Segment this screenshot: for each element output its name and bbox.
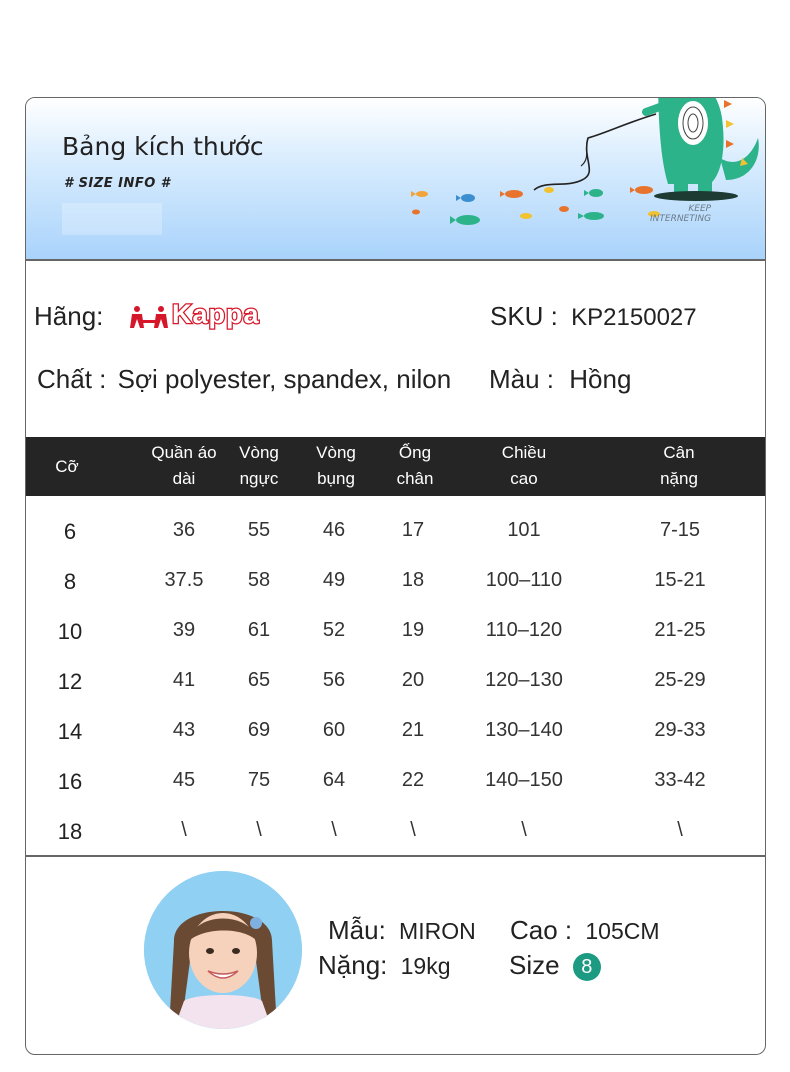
kappa-logo-text: Kappa xyxy=(172,299,260,329)
material-label: Chất : xyxy=(37,364,107,394)
table-row xyxy=(26,806,765,856)
header-chest-line1: Vòng xyxy=(239,443,279,462)
header-weight-line2: nặng xyxy=(660,469,698,488)
cell-length: 43 xyxy=(172,719,196,741)
sku-label: SKU : xyxy=(490,301,558,331)
cell-leg: 19 xyxy=(401,619,425,641)
model-size-badge: 8 xyxy=(573,953,601,981)
size-info-subtitle: # SIZE INFO # xyxy=(64,176,171,191)
header-leg xyxy=(397,440,434,492)
page-title: Bảng kích thước xyxy=(62,132,264,161)
sku-row xyxy=(490,301,697,332)
model-weight-row xyxy=(318,950,451,981)
header-chest xyxy=(239,440,279,492)
table-row xyxy=(26,656,765,706)
keep-interneting-text xyxy=(650,204,711,224)
material-value: Sợi polyester, spandex, nilon xyxy=(117,364,452,394)
cell-weight: 21-25 xyxy=(654,619,706,641)
header-waist-line1: Vòng xyxy=(316,443,356,462)
cell-height: 101 xyxy=(507,519,541,541)
girl-portrait-icon xyxy=(144,871,302,1029)
cell-length: 39 xyxy=(172,619,196,641)
keep-line-2: INTERNETING xyxy=(650,214,712,224)
table-row xyxy=(26,606,765,656)
kappa-logo-icon xyxy=(126,299,296,332)
header-length-line2: dài xyxy=(172,469,196,488)
cell-waist: 60 xyxy=(322,719,346,741)
header-divider xyxy=(26,259,765,261)
kappa-omini-icon xyxy=(126,304,172,330)
model-size-row xyxy=(509,950,601,981)
cell-weight: 25-29 xyxy=(654,669,706,691)
header-leg-line1: Ống xyxy=(398,443,432,462)
cell-size: 14 xyxy=(57,719,83,744)
cell-chest: 65 xyxy=(247,669,271,691)
table-bottom-divider xyxy=(26,855,765,857)
girl-avatar-icon xyxy=(144,871,302,1029)
cell-length: \ xyxy=(181,819,187,841)
cell-waist: 49 xyxy=(322,569,346,591)
cell-height: 120–130 xyxy=(485,669,563,691)
cell-weight: 7-15 xyxy=(659,519,701,541)
brand-label: Hãng: xyxy=(34,301,104,331)
cell-leg: \ xyxy=(410,819,416,841)
color-value: Hồng xyxy=(569,364,632,394)
model-size-label: Size xyxy=(509,950,560,980)
brand-row xyxy=(34,301,103,332)
cell-chest: 69 xyxy=(247,719,271,741)
model-height-value: 105CM xyxy=(585,918,660,944)
size-chart-card xyxy=(25,97,766,1055)
header-size-label: Cỡ xyxy=(55,457,79,476)
header-height-line2: cao xyxy=(510,469,538,488)
cell-leg: 18 xyxy=(401,569,425,591)
header-length-line1: Quần áo xyxy=(151,443,217,462)
cell-chest: 61 xyxy=(247,619,271,641)
header-waist-line2: bụng xyxy=(317,469,355,488)
cell-size: 8 xyxy=(63,569,77,594)
cell-height: 110–120 xyxy=(485,619,563,641)
table-row xyxy=(26,756,765,806)
header-chest-line2: ngực xyxy=(239,469,279,488)
header-size xyxy=(55,454,78,480)
cell-chest: 75 xyxy=(247,769,271,791)
cell-waist: 46 xyxy=(322,519,346,541)
table-row xyxy=(26,556,765,606)
header-height-line1: Chiều xyxy=(501,443,547,462)
cell-height: 100–110 xyxy=(485,569,563,591)
header-weight-line1: Cân xyxy=(663,443,695,462)
header-length xyxy=(151,440,216,492)
header-decor-box xyxy=(62,203,162,235)
model-weight-value: 19kg xyxy=(400,953,451,979)
model-name-row xyxy=(328,915,476,946)
cell-length: 45 xyxy=(172,769,196,791)
cell-waist: 64 xyxy=(322,769,346,791)
cell-size: 10 xyxy=(57,619,83,644)
fish-icon xyxy=(406,178,686,238)
cell-weight: 33-42 xyxy=(654,769,706,791)
table-row xyxy=(26,506,765,556)
size-table-header xyxy=(26,437,765,496)
cell-weight: 15-21 xyxy=(654,569,706,591)
cell-height: 130–140 xyxy=(485,719,563,741)
cell-size: 18 xyxy=(57,819,83,844)
cell-weight: 29-33 xyxy=(654,719,706,741)
sku-value: KP2150027 xyxy=(571,304,697,331)
model-height-row xyxy=(510,915,660,946)
cell-size: 16 xyxy=(57,769,83,794)
cell-size: 12 xyxy=(57,669,83,694)
cell-waist: 56 xyxy=(322,669,346,691)
cell-leg: 21 xyxy=(401,719,425,741)
cell-height: 140–150 xyxy=(485,769,563,791)
model-height-label: Cao : xyxy=(510,915,573,945)
cell-chest: \ xyxy=(256,819,262,841)
cell-height: \ xyxy=(521,819,527,841)
cell-weight: \ xyxy=(677,819,683,841)
header-weight xyxy=(660,440,698,492)
cell-leg: 20 xyxy=(401,669,425,691)
cell-leg: 17 xyxy=(401,519,425,541)
cell-size: 6 xyxy=(63,519,77,544)
cell-length: 41 xyxy=(172,669,196,691)
cell-waist: 52 xyxy=(322,619,346,641)
header-leg-line2: chân xyxy=(396,469,434,488)
cell-length: 36 xyxy=(172,519,196,541)
cell-leg: 22 xyxy=(401,769,425,791)
table-row xyxy=(26,706,765,756)
cell-chest: 58 xyxy=(247,569,271,591)
model-name-value: MIRON xyxy=(399,918,476,944)
color-row xyxy=(489,364,631,395)
cell-length: 37.5 xyxy=(164,569,204,591)
material-row xyxy=(37,364,451,395)
keep-line-1: KEEP xyxy=(688,204,712,214)
header-waist xyxy=(316,440,356,492)
cell-chest: 55 xyxy=(247,519,271,541)
header-banner xyxy=(26,98,765,259)
header-height xyxy=(502,440,546,492)
model-name-label: Mẫu: xyxy=(328,915,386,945)
model-weight-label: Nặng: xyxy=(318,950,388,980)
cell-waist: \ xyxy=(331,819,337,841)
color-label: Màu : xyxy=(489,364,555,394)
